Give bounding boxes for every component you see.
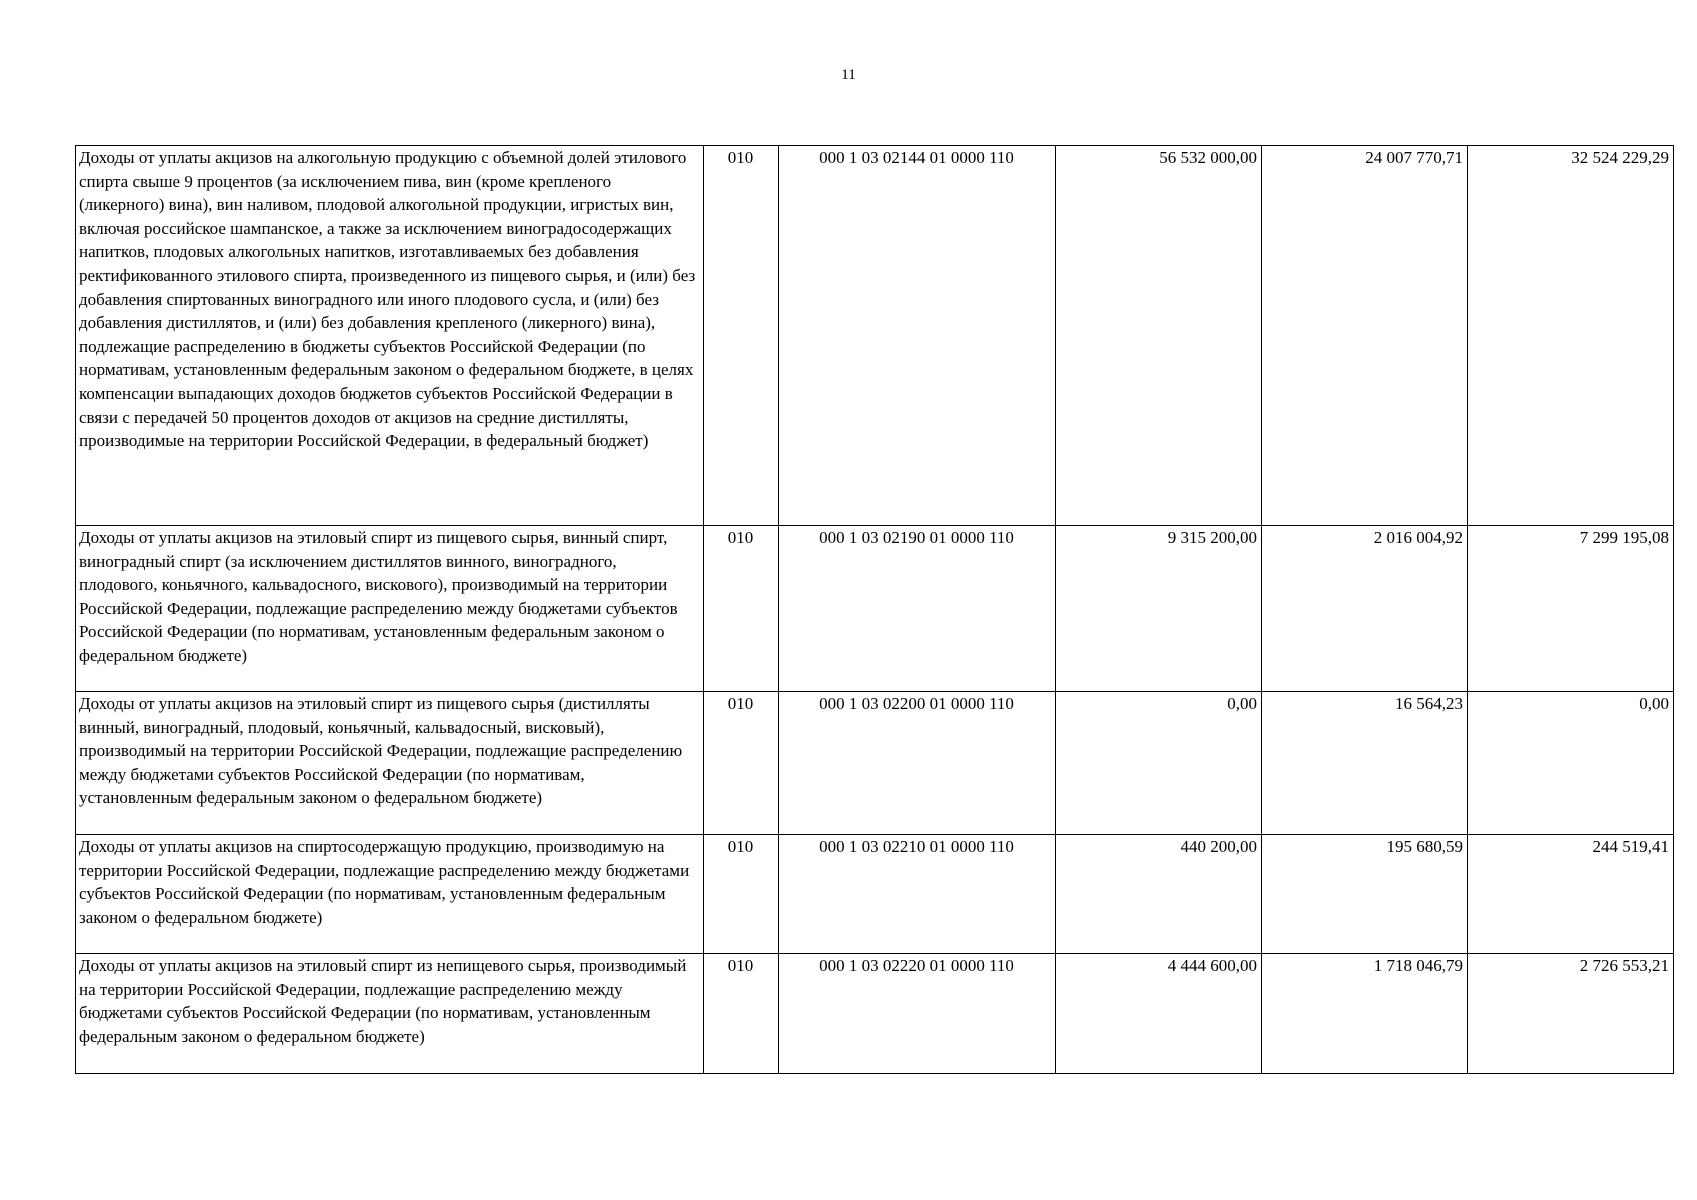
unexecuted-amount-cell: 2 726 553,21	[1468, 954, 1674, 1074]
approved-amount-cell: 9 315 200,00	[1056, 526, 1262, 692]
page-number: 11	[841, 67, 856, 83]
budget-code-cell: 000 1 03 02200 01 0000 110	[779, 692, 1056, 835]
line-code-cell: 010	[704, 526, 779, 692]
executed-amount-cell: 16 564,23	[1262, 692, 1468, 835]
executed-amount-cell: 195 680,59	[1262, 835, 1468, 954]
line-code-cell: 010	[704, 146, 779, 526]
table-row	[76, 526, 1674, 692]
approved-amount-cell: 4 444 600,00	[1056, 954, 1262, 1074]
unexecuted-amount-cell: 0,00	[1468, 692, 1674, 835]
budget-code-cell: 000 1 03 02190 01 0000 110	[779, 526, 1056, 692]
budget-code-cell: 000 1 03 02144 01 0000 110	[779, 146, 1056, 526]
budget-code-cell: 000 1 03 02210 01 0000 110	[779, 835, 1056, 954]
table-row	[76, 835, 1674, 954]
table-row	[76, 692, 1674, 835]
executed-amount-cell: 24 007 770,71	[1262, 146, 1468, 526]
unexecuted-amount-cell: 244 519,41	[1468, 835, 1674, 954]
approved-amount-cell: 440 200,00	[1056, 835, 1262, 954]
executed-amount-cell: 1 718 046,79	[1262, 954, 1468, 1074]
revenue-name-cell: Доходы от уплаты акцизов на алкогольную продукцию с объемной долей этилового спирта свыше 9 процентов (за исключением пива, вин (кроме крепленого (ликерного) вина), вин наливом, плодовой алкогольной продукции, игристых вин, включая российское шампанское, а также за исключением виноградосодержащих напитков, плодовых алкогольных напитков, изготавливаемых без добавления ректификованного этилового спирта, произведенного из пищевого сырья, и (или) без добавления спиртованных виноградного или иного плодового сусла, и (или) без добавления дистиллятов, и (или) без добавления крепленого (ликерного) вина), подлежащие распределению в бюджеты субъектов Российской Федерации (по нормативам, установленным федеральным законом о федеральном бюджете, в целях компенсации выпадающих доходов бюджетов субъектов Российской Федерации в связи с передачей 50 процентов доходов от акцизов на средние дистилляты, производимые на территории Российской Федерации, в федеральный бюджет)	[76, 146, 704, 526]
approved-amount-cell: 56 532 000,00	[1056, 146, 1262, 526]
line-code-cell: 010	[704, 692, 779, 835]
revenue-name-cell: Доходы от уплаты акцизов на этиловый спирт из непищевого сырья, производимый на территории Российской Федерации, подлежащие распределению между бюджетами субъектов Российской Федерации (по нормативам, установленным федеральным законом о федеральном бюджете)	[76, 954, 704, 1074]
revenue-name-cell: Доходы от уплаты акцизов на спиртосодержащую продукцию, производимую на территории Российской Федерации, подлежащие распределению между бюджетами субъектов Российской Федерации (по нормативам, установленным федеральным законом о федеральном бюджете)	[76, 835, 704, 954]
line-code-cell: 010	[704, 954, 779, 1074]
approved-amount-cell: 0,00	[1056, 692, 1262, 835]
table-row	[76, 146, 1674, 526]
revenue-name-cell: Доходы от уплаты акцизов на этиловый спирт из пищевого сырья (дистилляты винный, виноградный, плодовый, коньячный, кальвадосный, висковый), производимый на территории Российской Федерации, подлежащие распределению между бюджетами субъектов Российской Федерации (по нормативам, установленным федеральным законом о федеральном бюджете)	[76, 692, 704, 835]
revenue-table	[75, 145, 1674, 1074]
budget-code-cell: 000 1 03 02220 01 0000 110	[779, 954, 1056, 1074]
line-code-cell: 010	[704, 835, 779, 954]
revenue-name-cell: Доходы от уплаты акцизов на этиловый спирт из пищевого сырья, винный спирт, виноградный спирт (за исключением дистиллятов винного, виноградного, плодового, коньячного, кальвадосного, вискового), производимый на территории Российской Федерации, подлежащие распределению между бюджетами субъектов Российской Федерации (по нормативам, установленным федеральным законом о федеральном бюджете)	[76, 526, 704, 692]
executed-amount-cell: 2 016 004,92	[1262, 526, 1468, 692]
unexecuted-amount-cell: 32 524 229,29	[1468, 146, 1674, 526]
unexecuted-amount-cell: 7 299 195,08	[1468, 526, 1674, 692]
table-row	[76, 954, 1674, 1074]
